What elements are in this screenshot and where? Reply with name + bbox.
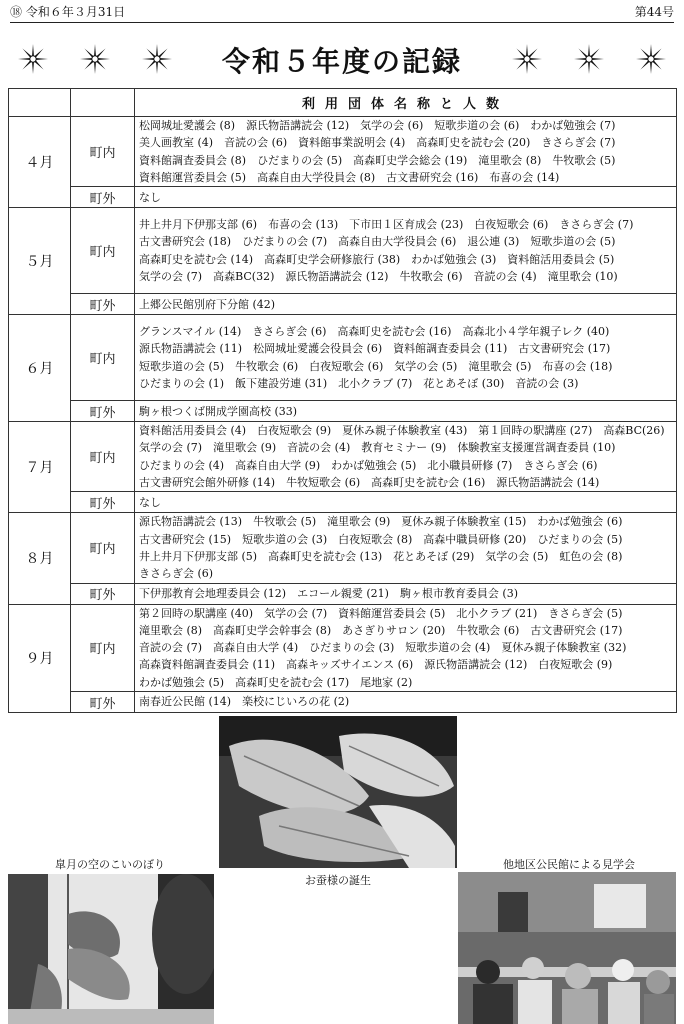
group-entry: 第２回時の駅講座 (40) bbox=[139, 606, 254, 620]
group-entry: 北小クラブ (7) bbox=[338, 376, 413, 390]
inside-town-label: 町内 bbox=[71, 513, 135, 583]
inside-groups-cell bbox=[135, 117, 677, 187]
group-entry: 古文書研究会 (15) bbox=[139, 532, 232, 546]
field-trip-photo bbox=[458, 872, 676, 1024]
group-entry: 資料館事業説明会 (4) bbox=[298, 136, 406, 150]
group-entry: 資料館活用委員会 (5) bbox=[507, 252, 615, 266]
inside-groups-cell bbox=[135, 513, 677, 583]
outside-town-label: 町外 bbox=[71, 401, 135, 422]
group-entry: わかば勉強会 (6) bbox=[537, 515, 623, 529]
group-entry: 気学の会 (5) bbox=[485, 549, 549, 563]
group-entry: わかば勉強会 (5) bbox=[331, 458, 417, 472]
inside-town-label: 町内 bbox=[71, 422, 135, 492]
group-entry: グランスマイル (14) bbox=[139, 325, 242, 339]
month-label: ５月 bbox=[9, 208, 71, 315]
month-inside-row bbox=[9, 208, 677, 294]
group-entry: 高森BC(26) bbox=[603, 424, 665, 438]
group-entry: 古文書研究会 (17) bbox=[518, 342, 611, 356]
group-entry: 滝里歌会 (8) bbox=[139, 623, 203, 637]
outside-town-label: 町外 bbox=[71, 692, 135, 713]
group-entry: 高森町史を読む会 (20) bbox=[416, 136, 531, 150]
group-entry: 美人画教室 (4) bbox=[139, 136, 214, 150]
month-outside-row bbox=[9, 401, 677, 422]
month-inside-row bbox=[9, 604, 677, 691]
group-entry: 布喜の会 (14) bbox=[489, 170, 560, 184]
group-entry: 資料館運営委員会 (5) bbox=[139, 170, 247, 184]
group-entry: 源氏物語講読会 (12) bbox=[285, 269, 389, 283]
group-entry: 源氏物語講読会 (12) bbox=[424, 658, 528, 672]
group-entry: きさらぎ会 (6) bbox=[523, 458, 598, 472]
outside-groups-cell bbox=[135, 583, 677, 604]
silkworm-photo bbox=[219, 716, 457, 868]
group-entry: 滝里歌会 (9) bbox=[327, 515, 391, 529]
group-entry: 音読の会 (7) bbox=[139, 641, 203, 655]
group-entry: 高森中職員研修 (20) bbox=[423, 532, 527, 546]
group-entry: 尾地家 (2) bbox=[360, 675, 413, 689]
group-entry: きさらぎ会 (6) bbox=[139, 567, 214, 581]
group-entry: 白夜短歌会 (6) bbox=[309, 359, 384, 373]
group-entry: 北小職員研修 (7) bbox=[427, 458, 513, 472]
inside-groups-cell bbox=[135, 315, 677, 401]
group-entry: 白夜短歌会 (9) bbox=[538, 658, 613, 672]
table-header-row bbox=[9, 89, 677, 117]
group-entry: 気学の会 (5) bbox=[394, 359, 458, 373]
group-entry: 井上井月下伊那支部 (5) bbox=[139, 549, 258, 563]
issue-number: 第44号 bbox=[634, 5, 674, 19]
group-entry: 古文書研究会 (18) bbox=[139, 235, 232, 249]
group-entry: 北小クラブ (21) bbox=[456, 606, 538, 620]
group-entry: 高森キッズサイエンス (6) bbox=[286, 658, 414, 672]
group-entry: 高森町史を読む会 (13) bbox=[268, 549, 383, 563]
month-label: ７月 bbox=[9, 422, 71, 513]
month-inside-row bbox=[9, 513, 677, 583]
header-blank-cell bbox=[9, 89, 71, 117]
month-label: ６月 bbox=[9, 315, 71, 422]
star-ornament-icon bbox=[634, 42, 668, 76]
group-entry: 高森町史を読む会 (16) bbox=[337, 325, 452, 339]
group-entry: 気学の会 (7) bbox=[139, 269, 203, 283]
group-entry: きさらぎ会 (7) bbox=[559, 218, 634, 232]
inside-town-label: 町内 bbox=[71, 604, 135, 691]
group-entry: 上郷公民館別府下分館 (42) bbox=[139, 297, 276, 311]
group-entry: 高森自由大学役員会 (6) bbox=[338, 235, 457, 249]
group-entry: 下市田１区育成会 (23) bbox=[349, 218, 464, 232]
group-entry: 古文書研究会 (16) bbox=[386, 170, 479, 184]
group-entry: 源氏物語講読会 (14) bbox=[496, 476, 600, 490]
inside-groups-cell bbox=[135, 422, 677, 492]
month-inside-row bbox=[9, 422, 677, 492]
group-entry: 松岡城址愛護会 (8) bbox=[139, 119, 236, 132]
group-entry: 滝里歌会 (9) bbox=[213, 441, 277, 455]
month-inside-row bbox=[9, 315, 677, 401]
group-entry: 源氏物語講読会 (13) bbox=[139, 515, 243, 529]
month-label: ９月 bbox=[9, 604, 71, 712]
group-entry: 高森町史を読む会 (16) bbox=[371, 476, 486, 490]
group-entry: ひだまりの会 (3) bbox=[309, 641, 395, 655]
group-entry: 飯下建設労連 (31) bbox=[235, 376, 328, 390]
group-entry: ひだまりの会 (7) bbox=[242, 235, 328, 249]
group-entry: 音読の会 (3) bbox=[515, 376, 579, 390]
group-entry: なし bbox=[139, 190, 161, 204]
outside-groups-cell bbox=[135, 401, 677, 422]
field-trip-caption: 他地区公民館による見学会 bbox=[503, 858, 635, 871]
outside-town-label: 町外 bbox=[71, 187, 135, 208]
group-entry: 高森自由大学 (9) bbox=[235, 458, 321, 472]
group-entry: 夏休み親子体験教室 (32) bbox=[501, 641, 627, 655]
group-entry: ひだまりの会 (5) bbox=[257, 153, 343, 167]
group-entry: 退公連 (3) bbox=[467, 235, 520, 249]
group-entry: 短歌歩道の会 (3) bbox=[242, 532, 328, 546]
month-outside-row bbox=[9, 294, 677, 315]
group-entry: 源氏物語講読会 (11) bbox=[139, 342, 243, 356]
group-entry: 高森BC(32) bbox=[213, 269, 275, 283]
star-ornament-icon bbox=[572, 42, 606, 76]
title-bar bbox=[0, 36, 684, 84]
group-entry: 白夜短歌会 (8) bbox=[338, 532, 413, 546]
group-entry: きさらぎ会 (7) bbox=[541, 136, 616, 150]
month-label: ８月 bbox=[9, 513, 71, 604]
group-entry: 音読の会 (4) bbox=[287, 441, 351, 455]
group-entry: 高森北小４学年親子レク (40) bbox=[462, 325, 610, 339]
group-entry: 短歌歩道の会 (4) bbox=[405, 641, 491, 655]
group-entry: なし bbox=[139, 495, 161, 509]
outside-groups-cell bbox=[135, 692, 677, 713]
outside-town-label: 町外 bbox=[71, 294, 135, 315]
month-inside-row bbox=[9, 117, 677, 187]
group-entry: 音読の会 (4) bbox=[473, 269, 537, 283]
group-entry: 牛牧短歌会 (6) bbox=[286, 476, 361, 490]
group-entry: 牛牧歌会 (5) bbox=[253, 515, 317, 529]
month-outside-row bbox=[9, 187, 677, 208]
group-entry: 気学の会 (7) bbox=[264, 606, 328, 620]
star-ornament-icon bbox=[510, 42, 544, 76]
month-outside-row bbox=[9, 692, 677, 713]
table-body bbox=[9, 117, 677, 713]
outside-groups-cell bbox=[135, 187, 677, 208]
page-number-date: ⑱ 令和６年３月31日 bbox=[10, 5, 126, 19]
group-entry: 源氏物語講読会 (12) bbox=[246, 119, 350, 132]
group-entry: 駒ヶ根市教育委員会 (3) bbox=[399, 586, 519, 600]
group-entry: 短歌歩道の会 (6) bbox=[434, 119, 520, 132]
group-entry: 白夜短歌会 (6) bbox=[474, 218, 549, 232]
page-header bbox=[10, 0, 674, 23]
group-entry: 短歌歩道の会 (5) bbox=[139, 359, 225, 373]
group-entry: ひだまりの会 (4) bbox=[139, 458, 225, 472]
group-entry: 井上井月下伊那支部 (6) bbox=[139, 218, 258, 232]
outside-town-label: 町外 bbox=[71, 583, 135, 604]
group-entry: きさらぎ会 (6) bbox=[252, 325, 327, 339]
outside-groups-cell bbox=[135, 492, 677, 513]
group-entry: 滝里歌会 (5) bbox=[468, 359, 532, 373]
usage-records-table bbox=[8, 88, 677, 713]
group-entry: わかば勉強会 (5) bbox=[139, 675, 225, 689]
group-entry: あさぎりサロン (20) bbox=[342, 623, 446, 637]
group-entry: 資料館調査委員会 (11) bbox=[393, 342, 508, 356]
group-entry: 資料館調査委員会 (8) bbox=[139, 153, 247, 167]
inside-town-label: 町内 bbox=[71, 315, 135, 401]
header-blank-cell bbox=[71, 89, 135, 117]
group-entry: 高森町史を読む会 (17) bbox=[235, 675, 350, 689]
inside-town-label: 町内 bbox=[71, 117, 135, 187]
group-entry: わかば勉強会 (7) bbox=[530, 119, 616, 132]
group-entry: 高森町史学会総会 (19) bbox=[353, 153, 468, 167]
group-entry: 体験教室支援運営調査委員 (10) bbox=[457, 441, 616, 455]
group-entry: 夏休み親子体験教室 (43) bbox=[342, 424, 468, 438]
carp-streamer-photo bbox=[8, 874, 214, 1024]
group-entry: 古文書研究会館外研修 (14) bbox=[139, 476, 276, 490]
group-entry: 高森町史学会幹事会 (8) bbox=[213, 623, 332, 637]
group-entry: 滝里歌会 (10) bbox=[547, 269, 618, 283]
group-entry: ひだまりの会 (1) bbox=[139, 376, 225, 390]
group-entry: 牛牧歌会 (6) bbox=[399, 269, 463, 283]
group-entry: 資料館活用委員会 (4) bbox=[139, 424, 247, 438]
group-entry: 第１回時の駅講座 (27) bbox=[478, 424, 593, 438]
group-entry: 牛牧歌会 (6) bbox=[235, 359, 299, 373]
group-entry: 夏休み親子体験教室 (15) bbox=[401, 515, 527, 529]
group-entry: 楽校にじいろの花 (2) bbox=[242, 695, 350, 709]
inside-groups-cell bbox=[135, 208, 677, 294]
group-entry: 古文書研究会 (17) bbox=[530, 623, 623, 637]
group-entry: 資料館運営委員会 (5) bbox=[338, 606, 446, 620]
group-entry: 牛牧歌会 (5) bbox=[552, 153, 616, 167]
silkworm-caption: お蚕様の誕生 bbox=[305, 874, 371, 887]
group-entry: 高森自由大学役員会 (8) bbox=[257, 170, 376, 184]
group-entry: 高森町史を読む会 (14) bbox=[139, 252, 254, 266]
month-outside-row bbox=[9, 583, 677, 604]
group-entry: 南春近公民館 (14) bbox=[139, 695, 232, 709]
group-entry: エコール親愛 (21) bbox=[297, 586, 389, 600]
group-entry: 滝里歌会 (8) bbox=[478, 153, 542, 167]
group-entry: 気学の会 (6) bbox=[360, 119, 424, 132]
group-entry: 気学の会 (7) bbox=[139, 441, 203, 455]
month-label: ４月 bbox=[9, 117, 71, 208]
month-outside-row bbox=[9, 492, 677, 513]
outside-town-label: 町外 bbox=[71, 492, 135, 513]
group-entry: 短歌歩道の会 (5) bbox=[530, 235, 616, 249]
inside-town-label: 町内 bbox=[71, 208, 135, 294]
group-entry: ひだまりの会 (5) bbox=[537, 532, 623, 546]
group-entry: 高森自由大学 (4) bbox=[213, 641, 299, 655]
inside-groups-cell bbox=[135, 604, 677, 691]
group-entry: 白夜短歌会 (9) bbox=[257, 424, 332, 438]
group-entry: 牛牧歌会 (6) bbox=[456, 623, 520, 637]
group-entry: 高森町史学会研修旅行 (38) bbox=[264, 252, 401, 266]
group-entry: 布喜の会 (18) bbox=[542, 359, 613, 373]
carp-streamer-caption: 皐月の空のこいのぼり bbox=[55, 858, 165, 871]
group-entry: 音読の会 (6) bbox=[224, 136, 288, 150]
group-entry: 虹色の会 (8) bbox=[559, 549, 623, 563]
group-entry: 花とあそぼ (30) bbox=[423, 376, 505, 390]
group-entry: 松岡城址愛護会役員会 (6) bbox=[253, 342, 383, 356]
page-title: 令和５年度の記録 bbox=[221, 45, 462, 78]
group-entry: 教育セミナー (9) bbox=[361, 441, 447, 455]
group-entry: 花とあそぼ (29) bbox=[393, 549, 475, 563]
group-entry: きさらぎ会 (5) bbox=[548, 606, 623, 620]
column-header: 利用団体名称と人数 bbox=[135, 89, 677, 117]
outside-groups-cell bbox=[135, 294, 677, 315]
group-entry: わかば勉強会 (3) bbox=[411, 252, 497, 266]
group-entry: 布喜の会 (13) bbox=[268, 218, 339, 232]
group-entry: 高森資料館調査委員会 (11) bbox=[139, 658, 276, 672]
group-entry: 下伊那教育会地理委員会 (12) bbox=[139, 586, 287, 600]
group-entry: 駒ヶ根つくば開成学園高校 (33) bbox=[139, 404, 298, 418]
